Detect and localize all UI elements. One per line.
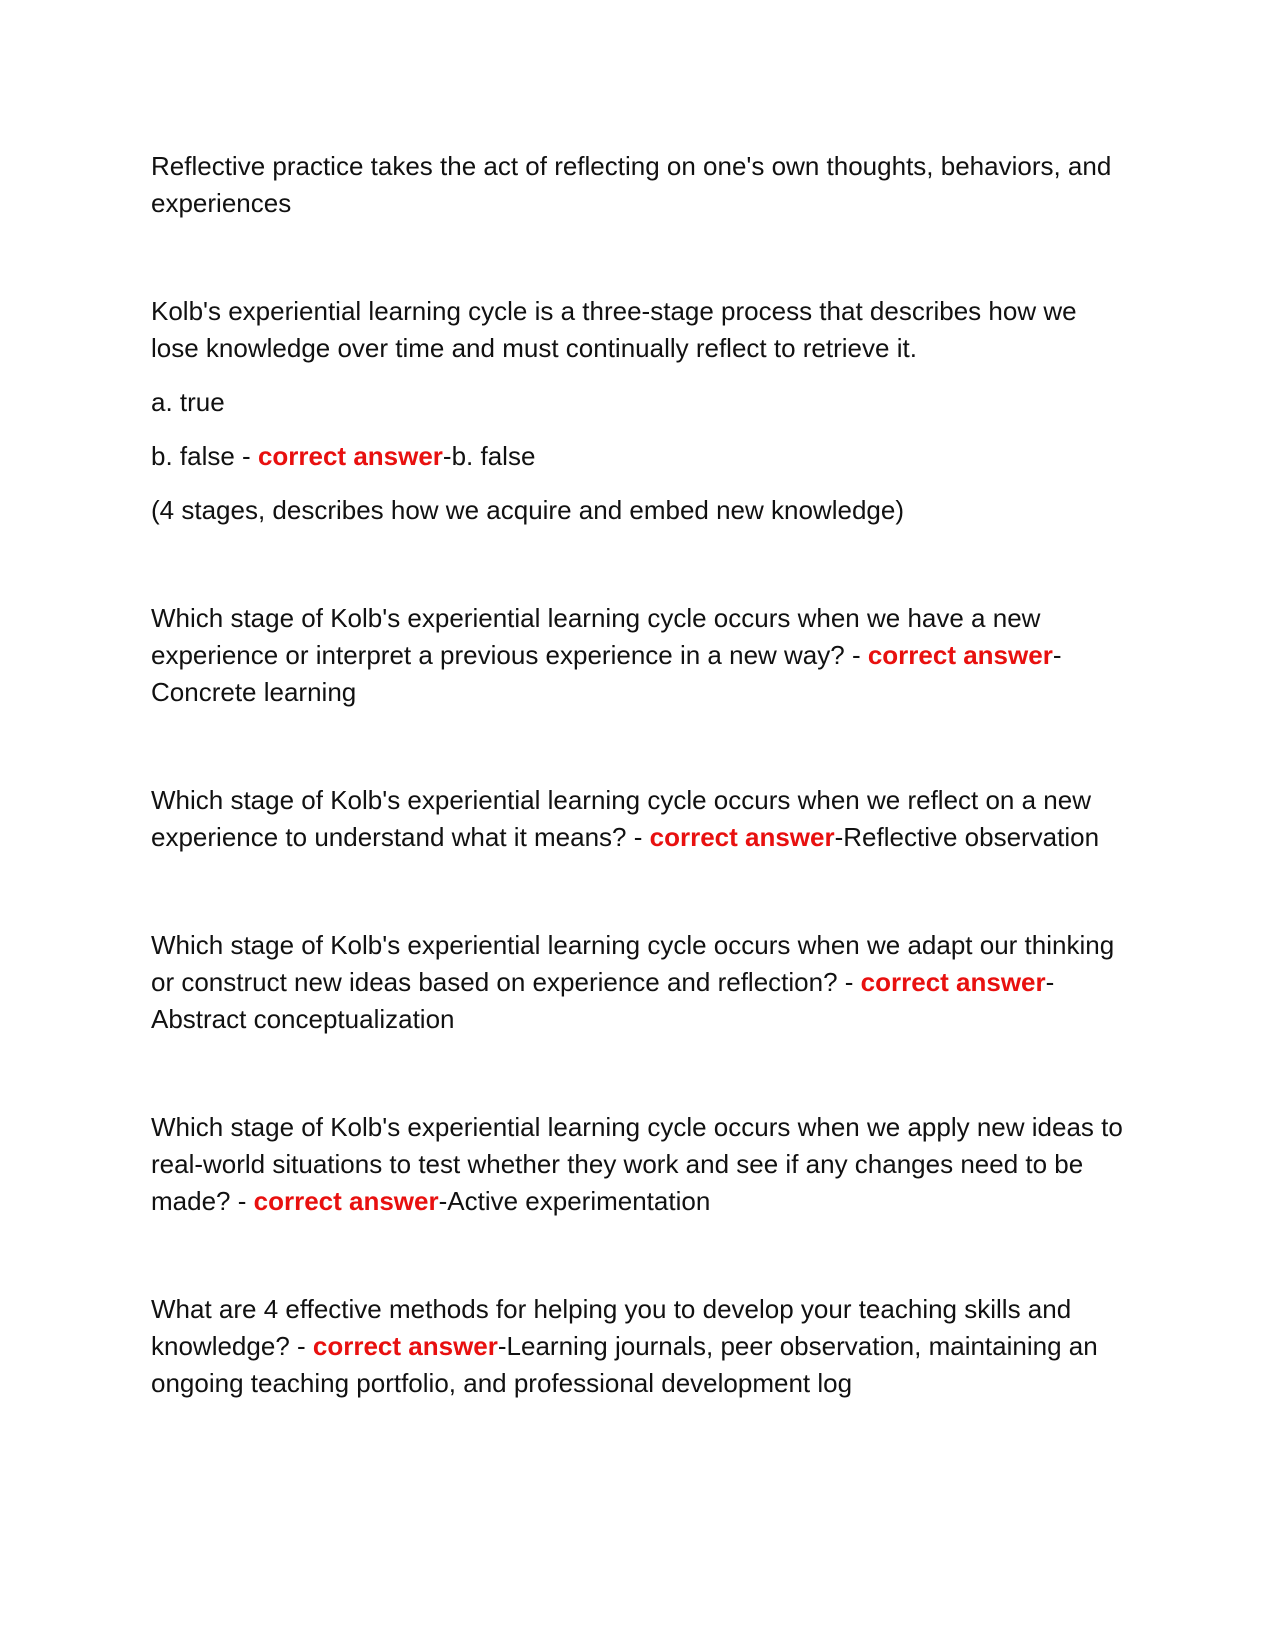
correct-answer-label: correct answer bbox=[257, 441, 443, 471]
question-teaching-methods: What are 4 effective methods for helping you to develop your teaching skills and knowledge? - correct answer-Learning journals, peer observation, maintaining an ongoing teaching portfolio, and professional development log bbox=[151, 1294, 1098, 1398]
answer-note: (4 stages, describes how we acquire and embed new knowledge) bbox=[151, 495, 904, 525]
document-body bbox=[151, 148, 1131, 1402]
question-abstract-conceptualization: Which stage of Kolb's experiential learning cycle occurs when we adapt our thinking or construct new ideas based on experience and reflection? - correct answer-Abstract conceptualization bbox=[151, 930, 1115, 1034]
question-active-experimentation: Which stage of Kolb's experiential learning cycle occurs when we apply new ideas to real-world situations to test whether they work and see if any changes need to be made? - correct answer-Active experimentation bbox=[151, 1112, 1123, 1216]
option-b-answer: b. false - correct answer-b. false bbox=[151, 441, 536, 471]
correct-answer-label: correct answer bbox=[312, 1331, 498, 1361]
question-concrete-learning: Which stage of Kolb's experiential learning cycle occurs when we have a new experience or interpret a previous experience in a new way? - correct answer-Concrete learning bbox=[151, 603, 1062, 707]
statement-reflective-practice: Reflective practice takes the act of reflecting on one's own thoughts, behaviors, and experiences bbox=[151, 151, 1112, 218]
option-a: a. true bbox=[151, 387, 225, 417]
correct-answer-label: correct answer bbox=[253, 1186, 439, 1216]
correct-answer-label: correct answer bbox=[860, 967, 1046, 997]
correct-answer-label: correct answer bbox=[649, 822, 835, 852]
question-reflective-observation: Which stage of Kolb's experiential learning cycle occurs when we reflect on a new experience to understand what it means? - correct answer-Reflective observation bbox=[151, 785, 1100, 852]
question-kolb-three-stage: Kolb's experiential learning cycle is a three-stage process that describes how we lose knowledge over time and must continually reflect to retrieve it. bbox=[151, 296, 1077, 363]
correct-answer-label: correct answer bbox=[867, 640, 1053, 670]
